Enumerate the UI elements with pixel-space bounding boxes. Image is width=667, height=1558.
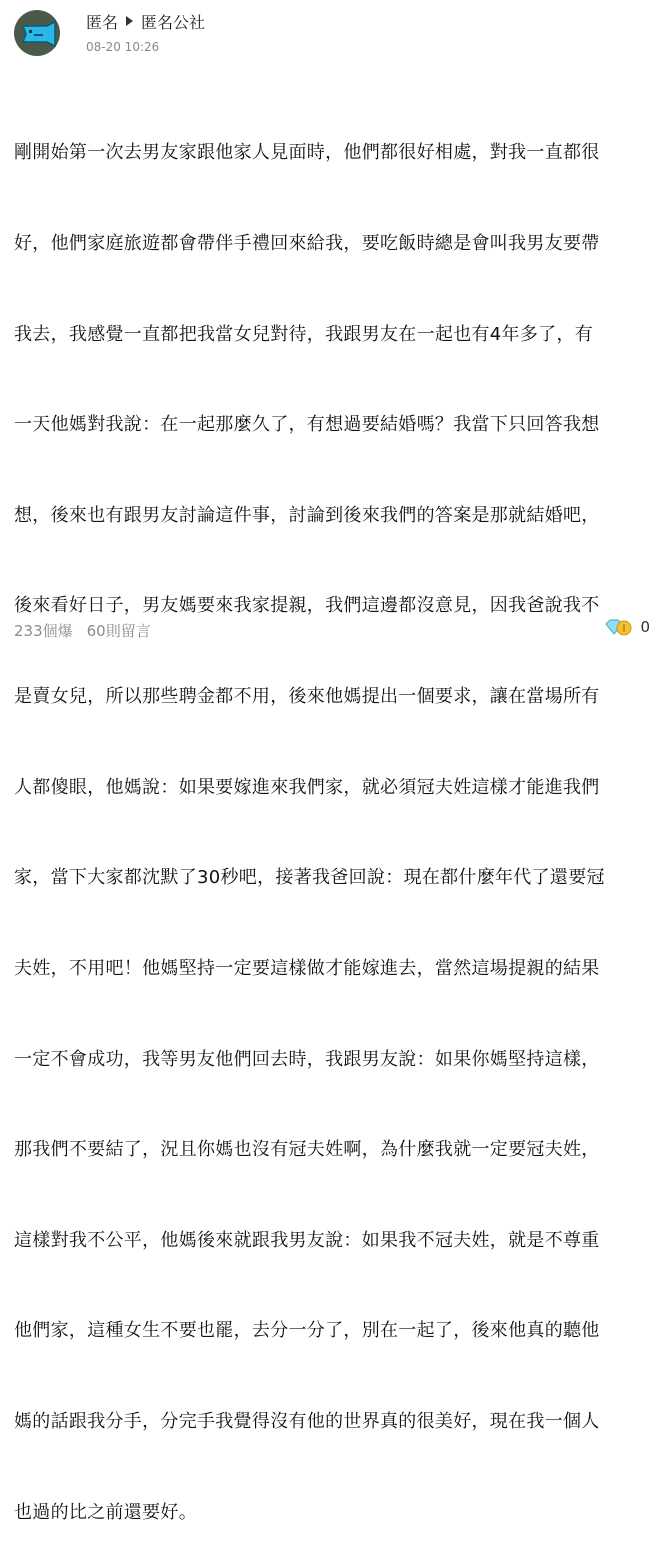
fish-avatar-icon	[14, 10, 60, 56]
avatar[interactable]	[14, 10, 60, 56]
post-content	[14, 78, 654, 1558]
donate-count: 0	[640, 618, 650, 636]
author-name[interactable]: 匿名	[86, 12, 119, 32]
like-count[interactable]: 233個爆	[14, 621, 73, 640]
post-line: 好，他們家庭旅遊都會帶伴手禮回來給我，要吃飯時總是會叫我男友要帶	[14, 233, 600, 255]
comment-count[interactable]: 60則留言	[86, 621, 151, 640]
post-line: 他們家，這種女生不要也罷，去分一分了，別在一起了，後來他真的聽他	[14, 1320, 600, 1342]
board-name[interactable]: 匿名公社	[141, 12, 206, 32]
post-time: 08-20 10:26	[86, 40, 160, 54]
post-line: 也過的比之前還要好。	[14, 1501, 197, 1523]
donate-button[interactable]	[604, 618, 650, 636]
post-line: 是賣女兒，所以那些聘金都不用，後來他媽提出一個要求，讓在當場所有	[14, 686, 600, 708]
post-line: 一定不會成功，我等男友他們回去時，我跟男友說：如果你媽堅持這樣，	[14, 1048, 600, 1070]
post-line: 我去，我感覺一直都把我當女兒對待，我跟男友在一起也有4年多了，有	[14, 323, 594, 345]
post-line: 夫姓，不用吧！他媽堅持一定要這樣做才能嫁進去，當然這場提親的結果	[14, 957, 600, 979]
post-line: 這樣對我不公平，他媽後來就跟我男友說：如果我不冠夫姓，就是不尊重	[14, 1229, 600, 1251]
post-line: 那我們不要結了，況且你媽也沒有冠夫姓啊，為什麼我就一定要冠夫姓，	[14, 1139, 600, 1161]
post-line: 人都傻眼，他媽說：如果要嫁進來我們家，就必須冠夫姓這樣才能進我們	[14, 776, 600, 798]
post-line: 想，後來也有跟男友討論這件事，討論到後來我們的答案是那就結婚吧，	[14, 504, 600, 526]
post-line: 媽的話跟我分手，分完手我覺得沒有他的世界真的很美好，現在我一個人	[14, 1410, 600, 1432]
post-line: 一天他媽對我說：在一起那麼久了，有想過要結婚嗎？我當下只回答我想	[14, 414, 600, 436]
post-line: 剛開始第一次去男友家跟他家人見面時，他們都很好相處，對我一直都很	[14, 142, 600, 164]
post-header	[14, 10, 654, 58]
diamond-coin-icon	[604, 618, 632, 636]
post-footer	[14, 618, 654, 642]
triangle-right-icon	[126, 16, 133, 26]
post-line: 家，當下大家都沈默了30秒吧，接著我爸回說：現在都什麼年代了還要冠	[14, 867, 605, 889]
post-line: 後來看好日子，男友媽要來我家提親，我們這邊都沒意見，因我爸說我不	[14, 595, 600, 617]
author-line	[86, 10, 205, 32]
